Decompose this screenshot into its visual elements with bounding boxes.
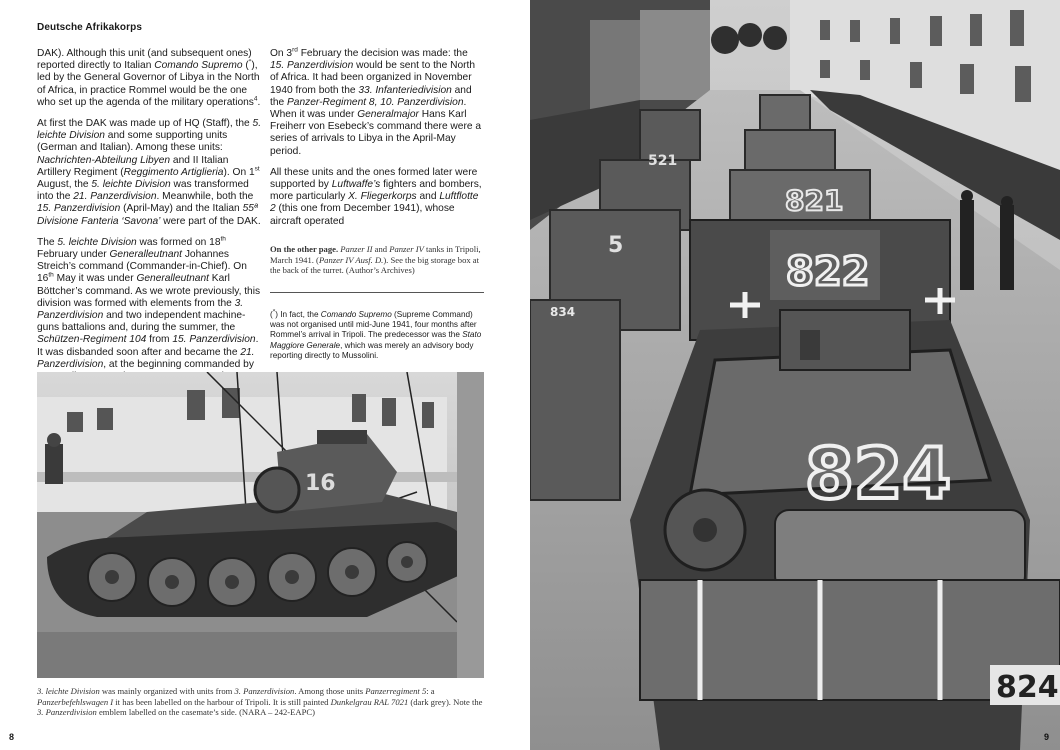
footnote	[270, 310, 484, 361]
photo-tank-crane-harbour-drawing	[37, 372, 484, 678]
text-run: th	[220, 235, 226, 243]
text-run: 15. Panzerdivision	[172, 334, 256, 346]
text-run: was formed on 18	[136, 236, 221, 248]
text-run: and some supporting units (German and Italian). Among these units:	[37, 130, 228, 154]
text-run: 5. leichte Division	[57, 236, 137, 248]
text-run: and II Italian Artillery Regiment (	[37, 154, 229, 178]
right-page-photo	[530, 0, 1060, 750]
photo-tanks-tripoli	[530, 0, 1060, 750]
text-run: emblem labelled on the casemate’s side. (NARA – 242-EAPC)	[96, 707, 315, 718]
text-run: (April-May) and the Italian	[120, 203, 243, 215]
text-run: Hans Karl Freiherr von Esebeck’s command there were a series of arrivals to Libya in the April-May period.	[270, 109, 482, 157]
text-run: Panzerregiment 5	[365, 686, 427, 696]
text-run: 15. Panzerdivision	[37, 203, 121, 215]
turret-number: 16	[305, 471, 336, 496]
text-run: (dark grey). Note the	[408, 696, 483, 707]
page-number-left: 8	[9, 732, 15, 742]
text-run: and the	[270, 84, 472, 108]
text-run: and	[416, 191, 440, 203]
text-run: Johannes Streich’s command (Commander-in-Chief). On 16	[37, 249, 247, 285]
text-run: Panzer IV Ausf. D.	[318, 254, 384, 265]
text-run: Luftwaffe’s	[331, 179, 381, 191]
text-run: 15. Panzerdivision	[270, 60, 354, 72]
text-run: Panzer IV	[389, 244, 424, 254]
paragraph	[270, 48, 484, 158]
text-run: was transformed into the	[37, 179, 249, 203]
text-run: Karl Böttcher’s command. As we wrote previously, this division was formed with elements from the	[37, 273, 261, 309]
text-run: . Meanwhile, both the	[156, 191, 254, 203]
text-run: Dunkelgrau RAL 7021	[330, 696, 409, 707]
text-run: February under	[37, 249, 110, 261]
text-run: *	[248, 58, 252, 66]
text-run: 3. leichte Division	[37, 686, 100, 696]
text-run: fighters and bombers, more particularly	[270, 179, 482, 203]
text-run: 55ª Divisione Fanteria ‘Savona’	[37, 203, 258, 227]
text-run: February the decision was made: the	[297, 48, 468, 59]
text-run: Panzerbefehlswagen I	[37, 696, 114, 707]
text-run: ) In fact, the	[275, 310, 321, 319]
text-column-1	[37, 48, 263, 392]
text-run: 3. Panzerdivision	[234, 686, 295, 696]
tank-number-821: 821	[785, 184, 844, 217]
text-run: (this one from December 1941), whose aircraft operated	[270, 203, 455, 227]
text-run: All these units and the ones formed later were supported by	[270, 166, 478, 191]
paragraph	[37, 237, 263, 383]
text-run: 21. Panzerdivision	[37, 346, 255, 370]
tank-number-521: 521	[648, 153, 678, 169]
text-run: On 3	[270, 48, 293, 59]
paragraph	[37, 118, 263, 228]
text-run: Schützen-Regiment 104	[37, 334, 147, 346]
text-run: would be sent to the North of Africa. It had been organized in November 1940 from both the	[270, 60, 476, 96]
text-run: Stato Maggiore Generale	[270, 330, 482, 350]
text-run: Nachrichten-Abteilung Libyen	[37, 154, 171, 166]
text-run: th	[48, 272, 54, 280]
text-run: Comando Supremo	[320, 310, 392, 319]
text-run: . Among those units	[294, 686, 366, 696]
text-run: (Supreme Command) was not organised until mid-June 1941, four months after Rommel’s arrival in Tripoli. The predecessor was the	[270, 310, 477, 340]
text-run: (	[242, 60, 249, 72]
tank-number-822: 822	[786, 249, 870, 295]
text-run: ). See the big storage box at the back of the turret. (Author’s Archives)	[270, 254, 480, 276]
text-run: Panzer-Regiment 8, 10. Panzerdivision	[287, 96, 464, 108]
paragraph	[270, 167, 484, 228]
tank-number-834: 834	[550, 305, 576, 319]
text-run: Luftflotte 2	[270, 191, 479, 215]
footnote-divider	[270, 292, 484, 293]
running-head: Deutsche Afrikakorps	[37, 22, 142, 33]
text-run: 3. Panzerdivision	[37, 297, 244, 322]
text-column-2	[270, 48, 484, 237]
text-run: .	[257, 96, 261, 108]
text-run: Reggimento Artiglieria	[123, 166, 224, 178]
text-run: ). On 1	[223, 166, 255, 178]
text-run: and two independent machine-guns battalions and, during the summer, the	[37, 310, 246, 334]
paragraph	[37, 48, 263, 109]
text-run: *	[272, 308, 276, 316]
text-run: from	[146, 334, 173, 346]
text-run: was mainly organized with units from	[99, 686, 235, 696]
text-run: X. Fliegerkorps	[348, 191, 417, 203]
caption-other-page	[270, 244, 484, 276]
text-run: May it was under	[53, 273, 137, 285]
text-run: 4	[253, 95, 258, 103]
text-run: , which was merely an advisory body reporting directly to Mussolini.	[270, 340, 474, 360]
text-run: and	[372, 244, 390, 254]
text-run: tanks in Tripoli, March 1941. (	[270, 244, 481, 265]
text-run: were part of the DAK.	[160, 215, 261, 227]
text-run: Generalmajor	[357, 109, 419, 121]
text-run: , at the beginning commanded by	[103, 358, 254, 370]
text-run: . When it was under	[270, 96, 467, 121]
caption-harbour-photo	[37, 686, 484, 718]
text-run: st	[254, 165, 260, 173]
tank-number-824: 824	[805, 433, 952, 515]
text-run: (	[270, 310, 273, 319]
text-run: rd	[292, 46, 298, 54]
text-run: it has been labelled on the harbour of Tripoli. It is still painted	[113, 696, 331, 707]
text-run: 5. leichte Division	[37, 118, 262, 142]
tank-number-824-plate: 824	[996, 670, 1059, 705]
photo-tank-crane-harbour	[37, 372, 484, 678]
text-run: August, the	[37, 179, 92, 191]
text-run: At first the DAK was made up of HQ (Staff), the	[37, 118, 253, 130]
text-run: DAK). Although this unit (and subsequent ones) reported directly to Italian	[37, 48, 252, 72]
text-run: : a	[426, 686, 435, 696]
text-run: Panzer II	[340, 244, 373, 254]
text-run: On the other page.	[270, 244, 339, 254]
text-run: Generalleutnant	[109, 249, 182, 261]
text-run: 33. Infanteriedivision	[358, 84, 452, 96]
text-run: 3. Panzerdivision	[37, 707, 97, 718]
text-run: 21. Panzerdivision	[73, 191, 157, 203]
text-run: The	[37, 236, 58, 248]
text-run: Comando Supremo	[154, 60, 243, 72]
text-run: 5. leichte Division	[91, 179, 171, 191]
text-run: ), led by the General Governor of Libya in the North of Africa, in practice Rommel would be the one who set up the agenda of the military operations	[37, 60, 260, 108]
tank-number-5: 5	[608, 233, 624, 258]
text-run: . It was disbanded soon after and became the	[37, 334, 259, 358]
text-run: Generalleutnant	[136, 273, 209, 285]
page-number-right: 9	[1044, 732, 1050, 742]
